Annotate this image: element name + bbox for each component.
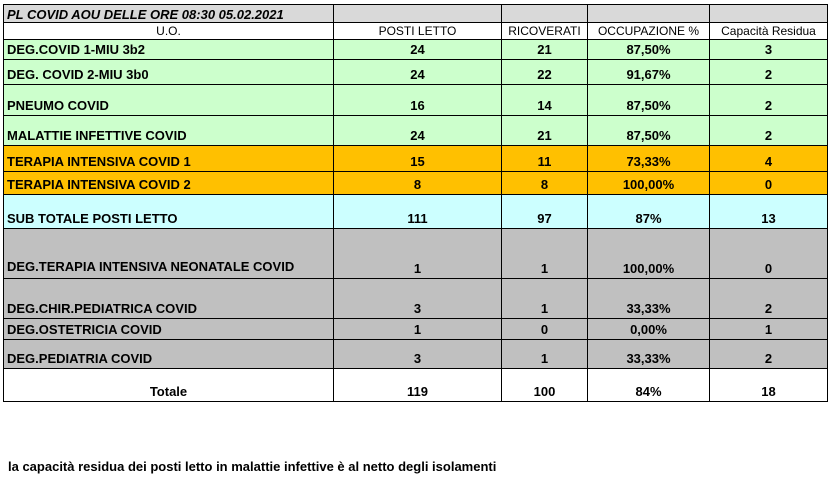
covid-bed-table-sheet [3,4,828,402]
occupancy-value: 87,50% [588,40,710,60]
table-row [4,85,828,116]
total-row [4,369,828,402]
header-unit: U.O. [4,23,334,40]
unit-name: DEG.COVID 1-MIU 3b2 [4,40,334,60]
report-title: PL COVID AOU DELLE ORE 08:30 05.02.2021 [4,5,334,23]
residual-value: 2 [710,116,828,146]
table-row [4,229,828,279]
unit-name: DEG. COVID 2-MIU 3b0 [4,60,334,85]
covid-bed-table [3,4,828,402]
residual-value: 1 [710,319,828,340]
occupancy-value: 0,00% [588,319,710,340]
beds-value: 8 [334,172,502,195]
beds-value: 24 [334,40,502,60]
beds-value: 15 [334,146,502,172]
admitted-value: 8 [502,172,588,195]
residual-value: 4 [710,146,828,172]
admitted-value: 0 [502,319,588,340]
total-beds-value: 119 [334,369,502,402]
header-admitted: RICOVERATI [502,23,588,40]
table-row [4,146,828,172]
unit-name: SUB TOTALE POSTI LETTO [4,195,334,229]
occupancy-value: 33,33% [588,279,710,319]
occupancy-value: 100,00% [588,229,710,279]
total-admitted-value: 100 [502,369,588,402]
table-row [4,116,828,146]
occupancy-value: 87% [588,195,710,229]
residual-value: 2 [710,60,828,85]
subtotal-row [4,195,828,229]
header-residual: Capacità Residua [710,23,828,40]
table-row [4,319,828,340]
footnote: la capacità residua dei posti letto in malattie infettive è al netto degli isolamenti [8,459,497,474]
occupancy-value: 91,67% [588,60,710,85]
admitted-value: 22 [502,60,588,85]
table-row [4,279,828,319]
title-filler-cell [710,5,828,23]
residual-value: 0 [710,172,828,195]
total-occupancy-value: 84% [588,369,710,402]
admitted-value: 11 [502,146,588,172]
occupancy-value: 87,50% [588,116,710,146]
beds-value: 3 [334,279,502,319]
admitted-value: 1 [502,279,588,319]
title-filler-cell [588,5,710,23]
admitted-value: 21 [502,116,588,146]
total-residual-value: 18 [710,369,828,402]
unit-name: MALATTIE INFETTIVE COVID [4,116,334,146]
residual-value: 3 [710,40,828,60]
admitted-value: 21 [502,40,588,60]
admitted-value: 14 [502,85,588,116]
title-filler-cell [334,5,502,23]
beds-value: 16 [334,85,502,116]
occupancy-value: 100,00% [588,172,710,195]
beds-value: 1 [334,319,502,340]
occupancy-value: 87,50% [588,85,710,116]
title-filler-cell [502,5,588,23]
unit-name: PNEUMO COVID [4,85,334,116]
unit-name: DEG.CHIR.PEDIATRICA COVID [4,279,334,319]
unit-name: DEG.TERAPIA INTENSIVA NEONATALE COVID [4,229,334,279]
beds-value: 111 [334,195,502,229]
table-row [4,340,828,369]
header-row [4,23,828,40]
admitted-value: 97 [502,195,588,229]
unit-name: DEG.OSTETRICIA COVID [4,319,334,340]
unit-name: TERAPIA INTENSIVA COVID 2 [4,172,334,195]
table-row [4,60,828,85]
residual-value: 13 [710,195,828,229]
occupancy-value: 73,33% [588,146,710,172]
unit-name: DEG.PEDIATRIA COVID [4,340,334,369]
unit-name: TERAPIA INTENSIVA COVID 1 [4,146,334,172]
beds-value: 3 [334,340,502,369]
residual-value: 0 [710,229,828,279]
table-row [4,172,828,195]
occupancy-value: 33,33% [588,340,710,369]
beds-value: 1 [334,229,502,279]
residual-value: 2 [710,85,828,116]
table-row [4,40,828,60]
header-occupancy: OCCUPAZIONE % [588,23,710,40]
beds-value: 24 [334,60,502,85]
title-row [4,5,828,23]
header-beds: POSTI LETTO [334,23,502,40]
residual-value: 2 [710,340,828,369]
residual-value: 2 [710,279,828,319]
admitted-value: 1 [502,340,588,369]
admitted-value: 1 [502,229,588,279]
beds-value: 24 [334,116,502,146]
total-label: Totale [4,369,334,402]
